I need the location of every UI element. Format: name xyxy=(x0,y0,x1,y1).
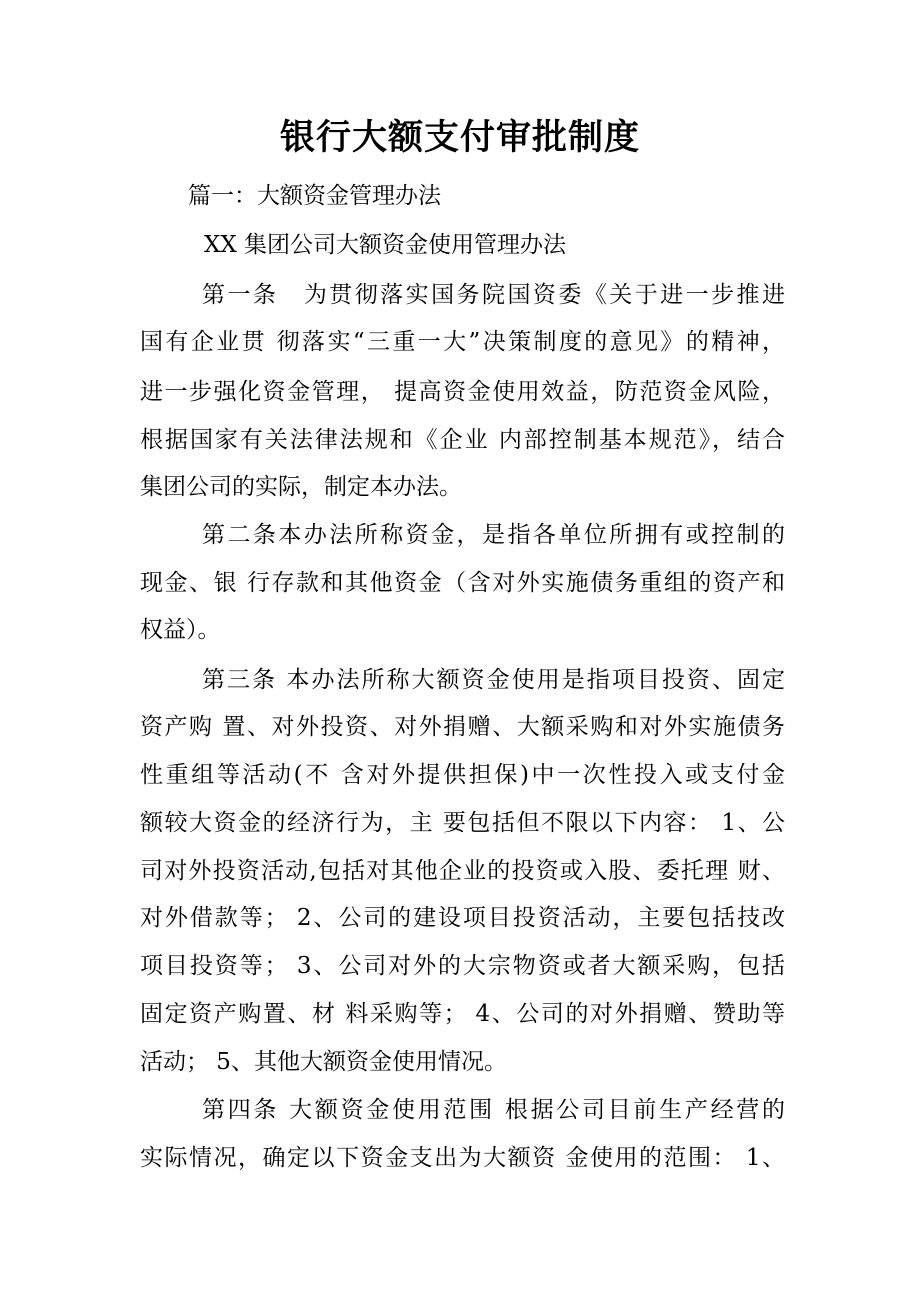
article-3-line-6: 对外借款等； 2、公司的建设项目投资活动，主要包括技改 xyxy=(140,905,785,931)
document-subtitle: XX 集团公司大额资金使用管理办法 xyxy=(204,232,567,258)
article-1-line-1: 第一条 为贯彻落实国务院国资委《关于进一步推进 xyxy=(202,282,785,308)
article-3-line-8: 固定资产购置、材 料采购等； 4、公司的对外捐赠、赞助等 xyxy=(140,1001,785,1027)
article-3-line-5: 司对外投资活动,包括对其他企业的投资或入股、委托理 财、 xyxy=(140,858,785,884)
article-3-line-4: 额较大资金的经济行为，主 要包括但不限以下内容： 1、公 xyxy=(140,810,785,836)
article-2-line-3: 权益）。 xyxy=(140,617,221,643)
article-4-line-1: 第四条 大额资金使用范围 根据公司目前生产经营的 xyxy=(202,1097,785,1123)
article-3-line-3: 性重组等活动(不 含对外提供担保)中一次性投入或支付金 xyxy=(140,762,785,788)
article-3-line-1: 第三条 本办法所称大额资金使用是指项目投资、固定 xyxy=(202,667,785,693)
article-1-line-4: 根据国家有关法律法规和《企业 内部控制基本规范》，结合 xyxy=(140,427,785,453)
article-3-line-2: 资产购 置、对外投资、对外捐赠、大额采购和对外实施债务 xyxy=(140,714,785,740)
article-2-line-2: 现金、银 行存款和其他资金（含对外实施债务重组的资产和 xyxy=(140,570,785,596)
document-title: 银行大额支付审批制度 xyxy=(279,118,640,158)
article-4-line-2: 实际情况，确定以下资金支出为大额资 金使用的范围： 1、 xyxy=(140,1145,785,1171)
article-1-line-5: 集团公司的实际，制定本办法。 xyxy=(140,474,462,500)
article-2-line-1: 第二条本办法所称资金，是指各单位所拥有或控制的 xyxy=(202,522,785,548)
article-1-line-2: 国有企业贯 彻落实“三重一大”决策制度的意见》的精神， xyxy=(140,329,785,355)
article-3-line-9: 活动； 5、其他大额资金使用情况。 xyxy=(140,1049,507,1075)
article-1-line-3: 进一步强化资金管理， 提高资金使用效益，防范资金风险， xyxy=(140,379,785,405)
section-heading: 篇一：大额资金管理办法 xyxy=(188,183,441,209)
article-3-line-7: 项目投资等； 3、公司对外的大宗物资或者大额采购，包括 xyxy=(140,953,785,979)
